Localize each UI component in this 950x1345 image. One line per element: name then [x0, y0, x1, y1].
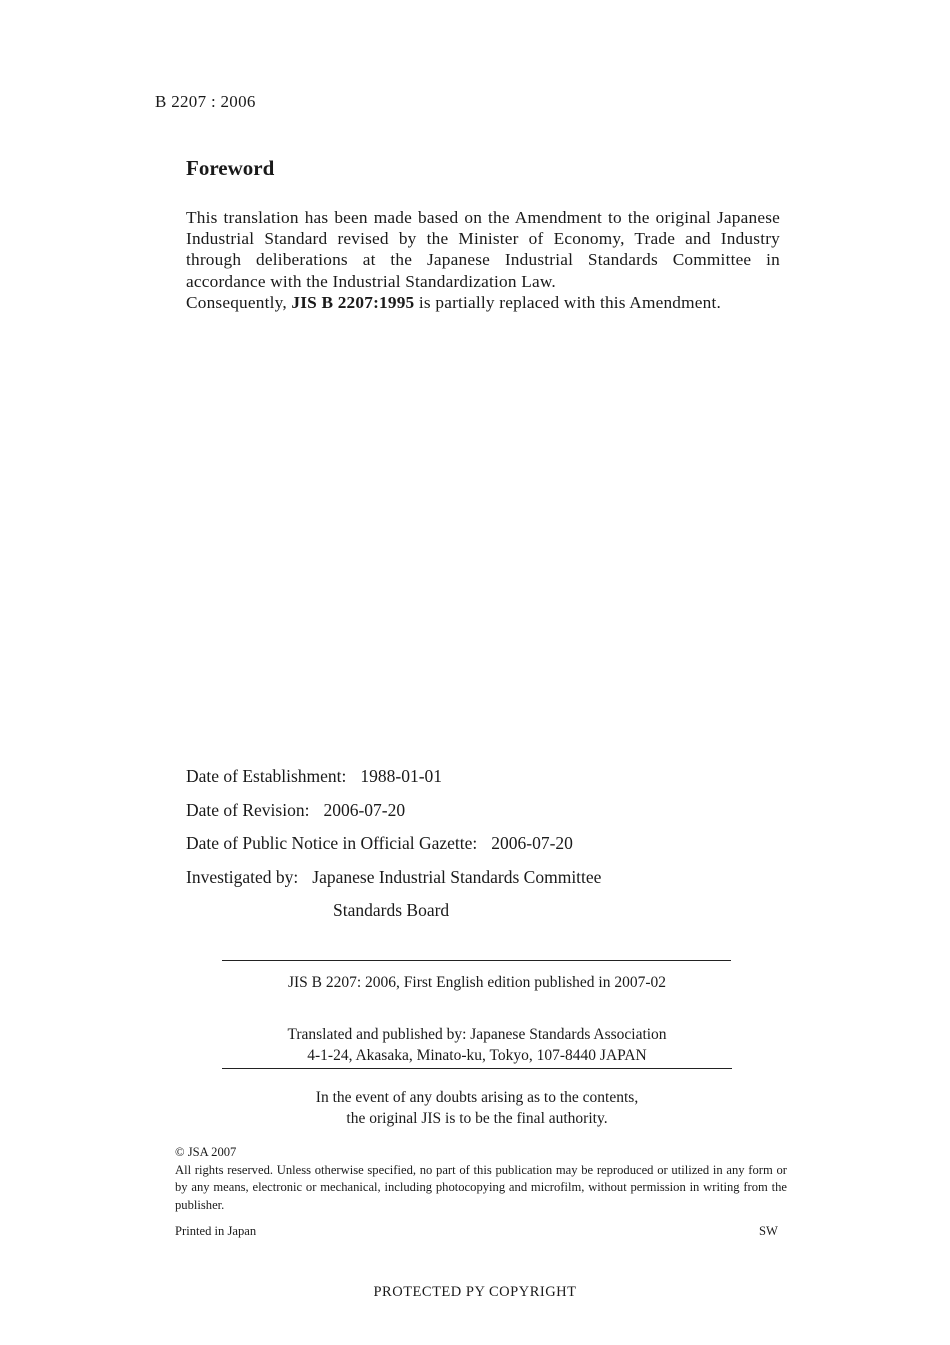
authority-note [222, 1087, 732, 1129]
footer-notice: PROTECTED PY COPYRIGHT [373, 1284, 577, 1300]
investigated-sub: Standards Board [333, 900, 450, 921]
foreword-paragraph-2 [186, 292, 780, 313]
copyright-block [175, 1144, 787, 1214]
dates-block [186, 766, 601, 934]
replaced-standard: JIS B 2207:1995 [291, 292, 415, 312]
establishment-row [186, 766, 601, 800]
investigated-row [186, 867, 601, 901]
investigated-label: Investigated by: [186, 866, 299, 887]
foreword-title: Foreword [186, 156, 275, 180]
publisher-block [222, 1025, 732, 1066]
investigated-value: Japanese Industrial Standards Committee [312, 866, 602, 887]
establishment-value: 1988-01-01 [360, 766, 443, 786]
revision-row [186, 800, 601, 834]
doubt-line-2: the original JIS is to be the final authority. [346, 1110, 608, 1127]
doubt-line-1: In the event of any doubts arising as to the contents, [315, 1089, 639, 1106]
foreword-paragraph-1: This translation has been made based on the Amendment to the original Japanese Industrial Standard revised by the Minister of Economy, Trade and Industry through deliberations at the Japanese Industrial Standards Committee in accordance with the Industrial Standardization Law. [186, 208, 780, 291]
revision-value: 2006-07-20 [323, 799, 406, 820]
establishment-label: Date of Establishment: [186, 766, 347, 786]
para2-prefix: Consequently, [186, 292, 292, 312]
rights-text: All rights reserved. Unless otherwise specified, no part of this publication may be reproduced or utilized in any form or by any means, electronic or mechanical, including photocopying and microfilm, without permission in writing from the publisher. [175, 1162, 787, 1212]
revision-label: Date of Revision: [186, 799, 310, 820]
copyright-line: © JSA 2007 [175, 1145, 237, 1159]
publisher-line-2: 4-1-24, Akasaka, Minato-ku, Tokyo, 107-8440 JAPAN [307, 1046, 647, 1064]
notice-value: 2006-07-20 [491, 833, 573, 854]
edition-line: JIS B 2207: 2006, First English edition published in 2007-02 [287, 974, 667, 991]
divider-top [222, 960, 731, 961]
notice-label: Date of Public Notice in Official Gazette: [186, 833, 478, 854]
para2-suffix: is partially replaced with this Amendment. [414, 292, 722, 312]
publisher-line-1: Translated and published by: Japanese Standards Association [287, 1026, 667, 1043]
notice-row [186, 833, 601, 867]
foreword-body [186, 207, 780, 313]
divider-bottom [222, 1068, 732, 1069]
printed-in: Printed in Japan [175, 1224, 257, 1238]
document-code: B 2207 : 2006 [155, 92, 256, 111]
print-code: SW [759, 1224, 778, 1238]
